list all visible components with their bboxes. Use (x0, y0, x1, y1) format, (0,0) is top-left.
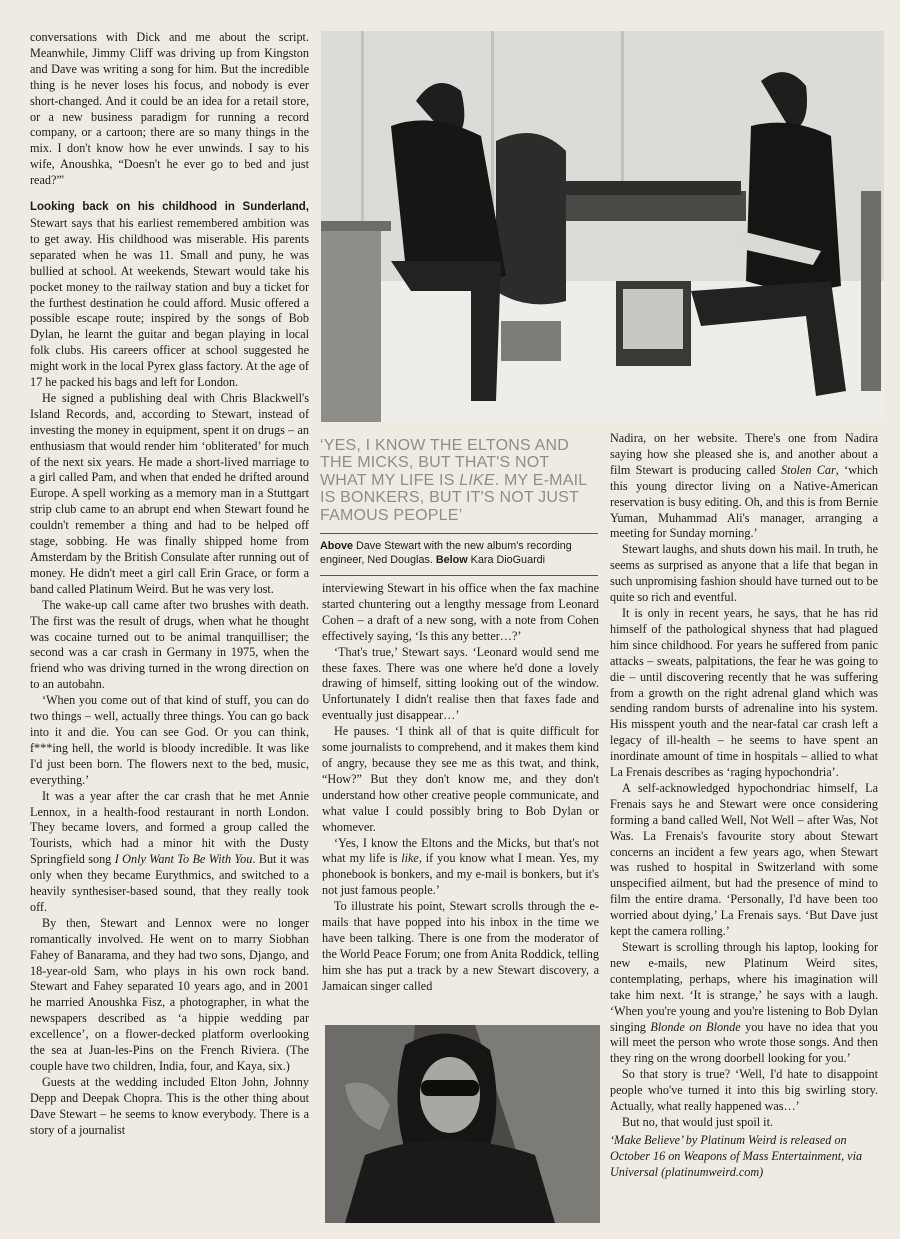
pull-quote-text: . MY E-MAIL IS BONKERS, BUT IT'S NOT JUST FAMOUS PEOPLE’ (320, 471, 587, 524)
text-run: , ‘which this young director living on a Native-American reservation is busy editing. Oh, and this is from Bernie Yuman, Muhammad Ali's manager, arranging a meeting for Sunday morning.’ (610, 462, 878, 541)
paragraph: Guests at the wedding included Elton John, Johnny Depp and Deepak Chopra. This is the other thing about Dave Stewart – he seems to know everybody. There is a story of a journalist (30, 1074, 309, 1137)
paragraph (610, 431, 878, 542)
section-lead-heading: Looking back on his childhood in Sunderland, (30, 201, 309, 214)
paragraph: He pauses. ‘I think all of that is quite difficult for some journalists to comprehend, and it makes them kind of angry, because they see me as this twat, and think, “How?” But they don't know me, and they don't understand how other creative people communicate, and what value I could possibly bring to Bob Dylan or whomever. (322, 724, 599, 834)
paragraph: conversations with Dick and me about the script. Meanwhile, Jimmy Cliff was driving up from Kingston and Dave was writing a song for him. But the incredible thing is he never loses his focus, and nobody is ever short-changed. And it could be an idea for a retail store, or a new business paradigm for running a record company, or a cartoon; there are so many things in the mix. I don't know how he ever unwinds. I say to his wife, Anoushka, “Doesn't he ever go to bed and just read?”' (30, 30, 309, 188)
release-credit: ‘Make Believe’ by Platinum Weird is released on October 16 on Weapons of Mass Entertainment, via Universal (platinumweird.com) (610, 1132, 863, 1179)
paragraph: He signed a publishing deal with Chris Blackwell's Island Records, and, according to Stewart, instead of investing the money in equipment, spent it on drugs – an enthusiasm that would render him ‘obliterated’ for much of the next six years. He made a short-lived marriage to a girl called Pam, and when that ended he drifted around Europe. A spell working as a memory man in a Stuttgart strip club came to an abrupt end when Stewart found he couldn't remember a thing and had to be helped off stage, sobbing. He was finally shipped home from Amsterdam by the British Consulate after running out of money. He didn't meet a girl call Erin Grace, or form a band called Platinum Weird. But he was very lost. (30, 390, 309, 596)
film-title: Stolen Car (780, 462, 836, 477)
paragraph: It is only in recent years, he says, that he has rid himself of the pathological shyness that had plagued him since childhood. For years he suffered from panic attacks – sweats, palpitations, the fear he was going to die – until discovering recently that he was suffering from a growth on the right adrenal gland which was sending random bursts of adrenaline into his system. His misspent youth and the near-fatal car crash left a legacy of ill-health – he seems to have spent an inordinate amount of time in hospitals – allied to what La Frenais describes as ‘raging hypochondria’. (610, 605, 878, 780)
portrait-photo-illustration (325, 1025, 600, 1223)
paragraph (30, 789, 309, 916)
column-3 (610, 0, 878, 1239)
emphasis: like (401, 851, 419, 866)
paragraph: The wake-up call came after two brushes with death. The first was the result of drugs, when what he thought was cocaine turned out to be animal tranquilliser; the second was a car crash in Germany in 1975, when the friend who was driving turned in the wrong direction on to an autobahn. (30, 597, 309, 692)
paragraph: To illustrate his point, Stewart scrolls through the e-mails that have popped into his inbox in the time we have been talking. There is one from the moderator of the World Peace Forum; one from Anita Roddick, telling him she has put a track by a new Stewart discovery, a Jamaican singer called (322, 899, 599, 993)
paragraph: So that story is true? ‘Well, I'd hate to disappoint people who've turned it into this big swirling story. Actually, what really happened was…’ (610, 1067, 878, 1114)
song-title: I Only Want To Be With You (114, 852, 253, 867)
paragraph: ‘When you come out of that kind of stuff, you can do two things – well, actually three things. You can go back into it and die. You can see God. Or you can think, f***ing hell, the world is bloody incredible. It was like I'd just been born. The flowers next to the bed, music, everything.’ (30, 693, 309, 787)
paragraph-lead (30, 199, 309, 391)
paragraph: ‘That's true,’ Stewart says. ‘Leonard would send me these faxes. There was one where he'd done a lovely drawing of himself, sitting looking out of the window. Unfortunately I didn't realise then that faxes fade and eventually just disappear…’ (322, 644, 599, 723)
paragraph: Stewart laughs, and shuts down his mail. In truth, he seems as surprised as anyone that a life that began in such unpromising fashion should have turned out to be quite so rich and eventful. (610, 542, 878, 605)
column-1 (30, 0, 309, 1239)
paragraph: interviewing Stewart in his office when the fax machine started chuntering out a lengthy message from Leonard Cohen – a draft of a new song, with a note from Cohen effectively saying, ‘Is this any better…?’ (322, 581, 599, 643)
pull-quote-text: ‘YES, I KNOW THE ELTONS AND THE MICKS, BUT THAT'S NOT WHAT MY LIFE IS (320, 437, 570, 489)
album-title: Blonde on Blonde (650, 1019, 741, 1034)
text-run: Nadira, on her website. There's one from Nadira saying how she pleased she is, and another about a film Stewart is producing called (610, 431, 878, 477)
caption-label-above: Above (320, 540, 353, 553)
paragraph (610, 940, 878, 1067)
portrait-photo (325, 1025, 600, 1223)
paragraph: A self-acknowledged hypochondriac himself, La Frenais says he and Stewart were once considering forming a band called Well, Not Well – after Was, Not Was. La Frenais's favourite story about Stewart concerns an incident a few years ago, when Stewart was rushed to hospital in Switzerland with some unspecified ailment, but had the presence of mind to film the entire drama. ‘Personally, I'd have been too worried about dying,’ La Frenais says. ‘But Dave just kept the camera rolling.’ (610, 780, 878, 939)
caption-text: Kara DioGuardi (467, 553, 546, 566)
text-run: . But it was only when they became Eurythmics, and switched to a heavily synthesiser-based sound, that they really took off. (30, 852, 309, 914)
text-run: It was a year after the car crash that he met Annie Lennox, in a health-food restaurant in north London. They became lovers, and formed a group called the Tourists, which had a minor hit with the Dusty Springfield song (30, 788, 309, 867)
caption-label-below: Below (432, 553, 468, 566)
paragraph: But no, that would just spoil it. (622, 1114, 773, 1129)
caption-text: Dave Stewart with the new album's recording engineer, Ned Douglas. (320, 540, 572, 566)
text-run: Stewart is scrolling through his laptop, looking for new e-mails, new Platinum Weird sites, contemplating, perhaps, where his imagination will take him next. ‘It is strange,’ he says with a laugh. ‘When you're young and you're listening to Bob Dylan singing (610, 940, 878, 1034)
text-run: you have no idea that you will meet the person who wrote those songs. And then they ring on the wrong doorbell looking for you.’ (610, 1019, 878, 1066)
text-run: ‘Yes, I know the Eltons and the Micks, but that's not what my life is (322, 835, 599, 866)
text-run: , if you know what I mean. Yes, my phonebook is bonkers, and my e-mail is bonkers, but it's not just famous people.’ (322, 851, 599, 898)
paragraph (322, 836, 599, 900)
paragraph: By then, Stewart and Lennox were no longer romantically involved. He went on to marry Siobhan Fahey of Banarama, and they had two sons, Django, and 18-year-old Sam, who plays in his own rock band. Stewart and Fahey separated 10 years ago, and in 2001 he married Anoushka Fisz, a photographer, in what the newspapers described as ‘a hippie wedding par excellence’, on a flower-decked platform overlooking the sea at Juan-les-Pins on the French Riviera. (The couple have two children, India, four, and Kaya, six.) (30, 915, 309, 1073)
pull-quote-emphasis: LIKE (459, 471, 495, 489)
lead-text: Stewart says that his earliest remembered ambition was to get away. His childhood was miserable. His parents separated when he was 11. Small and puny, he was bullied at school. At weekends, Stewart would take his pocket money to the railway station and buy a ticket for the furthest destination he could afford. Music offered a possible escape route; inspired by the songs of Bob Dylan, he learnt the guitar and began playing in local folk clubs. His careers officer at school suggested he might work in the local Pyrex glass factory. At the age of 17 he packed his bags and left for London. (30, 215, 309, 390)
